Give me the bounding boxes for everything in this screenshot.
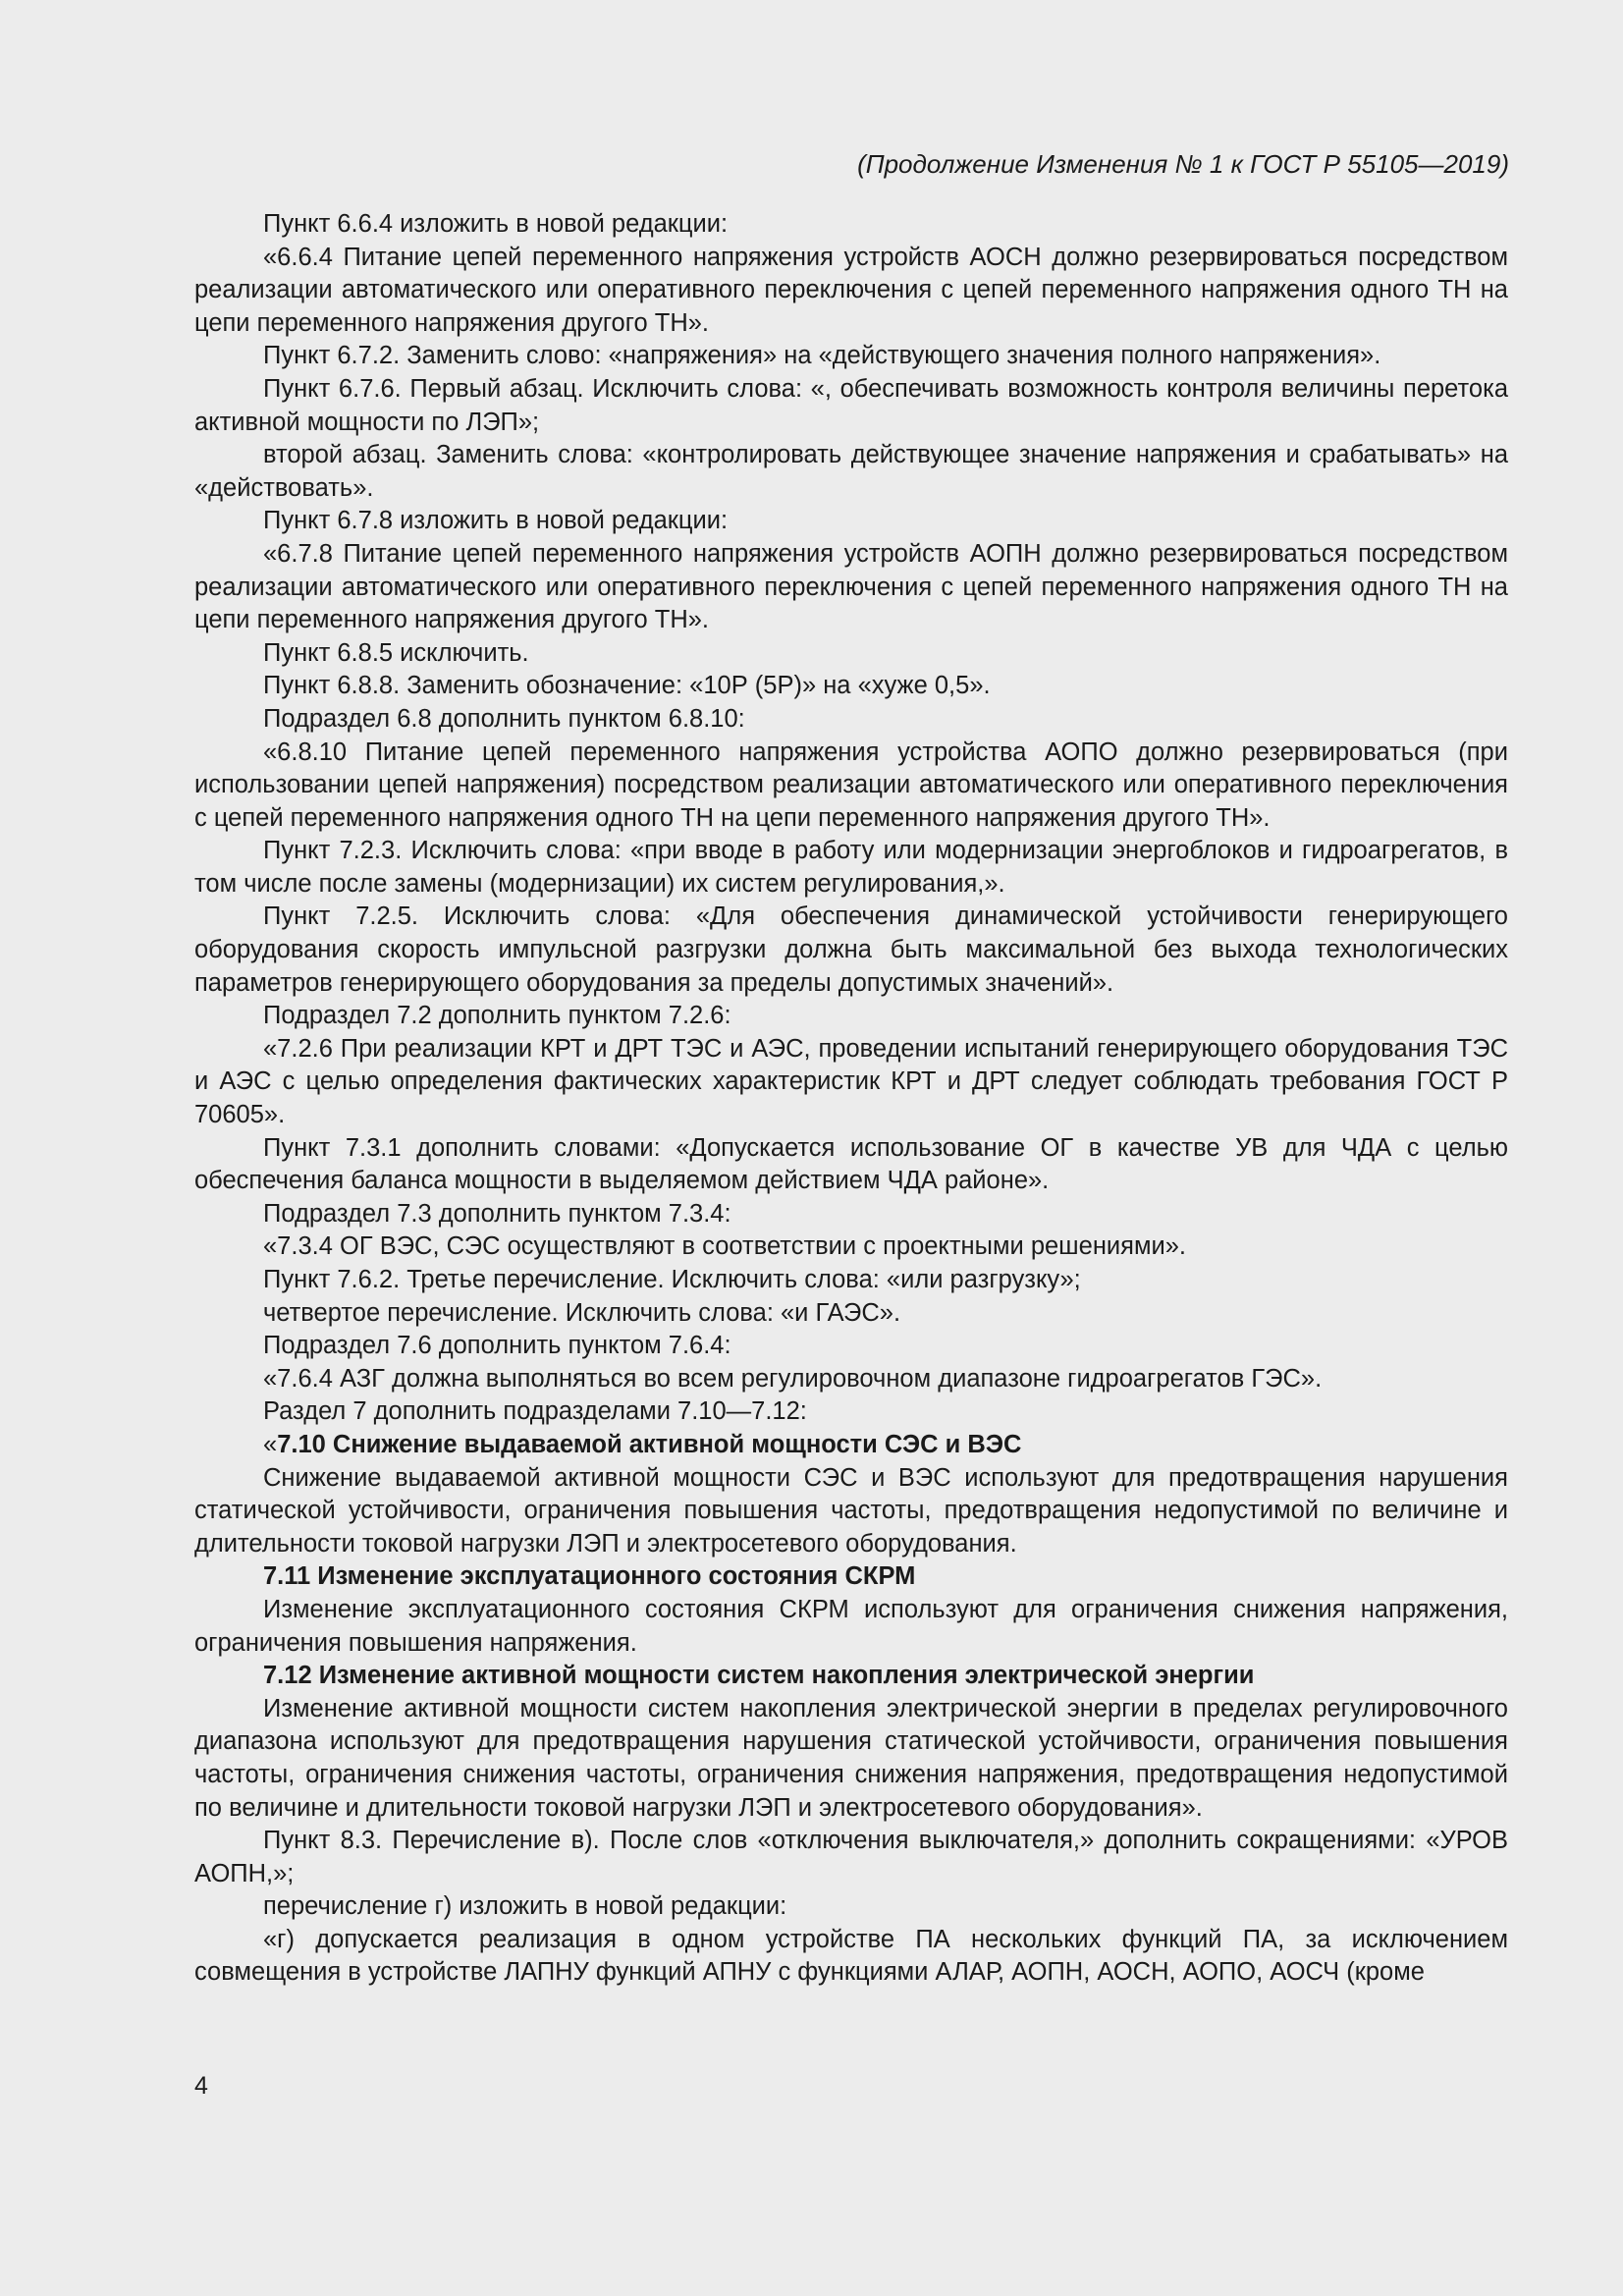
section-heading-7-10: [194, 1429, 1508, 1462]
paragraph: Изменение эксплуатационного состояния СКРМ используют для ограничения снижения напряжения, ограничения повышения напряжения.: [194, 1595, 1508, 1657]
section-heading-7-11: 7.11 Изменение эксплуатационного состояния СКРМ: [263, 1562, 916, 1591]
paragraph: Подраздел 7.3 дополнить пунктом 7.3.4:: [263, 1199, 731, 1228]
page-number: 4: [194, 2072, 208, 2100]
opening-quote: «: [263, 1430, 278, 1458]
paragraph: Пункт 6.7.6. Первый абзац. Исключить слова: «, обеспечивать возможность контроля величины перетока активной мощности по ЛЭП»;: [194, 374, 1508, 436]
paragraph: «7.2.6 При реализации КРТ и ДРТ ТЭС и АЭС, проведении испытаний генерирующего оборудования ТЭС и АЭС с целью определения фактических характеристик КРТ и ДРТ следует соблюдать требования ГОСТ Р 70605».: [194, 1034, 1508, 1129]
paragraph: «6.6.4 Питание цепей переменного напряжения устройств АОСН должно резервироваться посредством реализации автоматического или оперативного переключения с цепей переменного напряжения одного ТН на цепи переменного напряжения другого ТН».: [194, 243, 1508, 337]
paragraph: четвертое перечисление. Исключить слова: «и ГАЭС».: [263, 1298, 901, 1327]
paragraph: «6.7.8 Питание цепей переменного напряжения устройств АОПН должно резервироваться посредством реализации автоматического или оперативного переключения с цепей переменного напряжения одного ТН на цепи переменного напряжения другого ТН».: [194, 539, 1508, 634]
paragraph: Подраздел 6.8 дополнить пунктом 6.8.10:: [263, 704, 745, 733]
paragraph: Раздел 7 дополнить подразделами 7.10—7.12:: [263, 1397, 807, 1426]
paragraph: Подраздел 7.6 дополнить пунктом 7.6.4:: [263, 1332, 731, 1360]
paragraph: Пункт 6.8.8. Заменить обозначение: «10Р (5Р)» на «хуже 0,5».: [263, 672, 991, 700]
paragraph: «7.6.4 АЗГ должна выполняться во всем регулировочном диапазоне гидроагрегатов ГЭС».: [263, 1364, 1323, 1393]
paragraph: перечисление г) изложить в новой редакции:: [263, 1892, 787, 1921]
section-heading-7-12: 7.12 Изменение активной мощности систем накопления электрической энергии: [263, 1662, 1255, 1690]
paragraph: Пункт 7.2.5. Исключить слова: «Для обеспечения динамической устойчивости генерирующего оборудования скорость импульсной разгрузки должна быть максимальной без выхода технологических параметров генерирующего оборудования за пределы допустимых значений».: [194, 902, 1508, 997]
paragraph: Пункт 7.6.2. Третье перечисление. Исключить слова: «или разгрузку»;: [263, 1266, 1081, 1293]
paragraph: второй абзац. Заменить слова: «контролировать действующее значение напряжения и срабатывать» на «действовать».: [194, 441, 1508, 502]
paragraph: «г) допускается реализация в одном устройстве ПА нескольких функций ПА, за исключением совмещения в устройстве ЛАПНУ функций АПНУ с функциями АЛАР, АОПН, АОСН, АОПО, АОСЧ (кроме: [194, 1925, 1508, 1987]
paragraph: Пункт 7.3.1 дополнить словами: «Допускается использование ОГ в качестве УВ для ЧДА с целью обеспечения баланса мощности в выделяемом действием ЧДА районе».: [194, 1133, 1508, 1195]
paragraph: Пункт 8.3. Перечисление в). После слов «отключения выключателя,» дополнить сокращениями: «УРОВ АОПН,»;: [194, 1827, 1508, 1887]
running-header: (Продолжение Изменения № 1 к ГОСТ Р 55105—2019): [857, 149, 1509, 179]
paragraph: Пункт 6.8.5 исключить.: [263, 638, 529, 667]
paragraph: Изменение активной мощности систем накопления электрической энергии в пределах регулировочного диапазона используют для предотвращения нарушения статической устойчивости, ограничения повышения частоты, ограничения снижения частоты, ограничения снижения напряжения, предотвращения недопустимой по величине и длительности токовой нагрузки ЛЭП и электросетевого оборудования».: [194, 1694, 1508, 1822]
paragraph: «7.3.4 ОГ ВЭС, СЭС осуществляют в соответствии с проектными решениями».: [263, 1232, 1187, 1261]
document-body: [194, 208, 1508, 1990]
paragraph: Снижение выдаваемой активной мощности СЭС и ВЭС используют для предотвращения нарушения статической устойчивости, ограничения повышения частоты, предотвращения недопустимой по величине и длительности токовой нагрузки ЛЭП и электросетевого оборудования.: [194, 1463, 1508, 1558]
paragraph: Пункт 6.7.2. Заменить слово: «напряжения» на «действующего значения полного напряжения».: [263, 342, 1381, 370]
paragraph: Подраздел 7.2 дополнить пунктом 7.2.6:: [263, 1002, 731, 1030]
paragraph: Пункт 6.7.8 изложить в новой редакции:: [263, 507, 729, 535]
paragraph: Пункт 7.2.3. Исключить слова: «при вводе в работу или модернизации энергоблоков и гидроагрегатов, в том числе после замены (модернизации) их систем регулирования,».: [194, 837, 1508, 898]
section-heading-7-10-text: 7.10 Снижение выдаваемой активной мощности СЭС и ВЭС: [277, 1430, 1022, 1458]
paragraph: Пункт 6.6.4 изложить в новой редакции:: [263, 210, 729, 238]
paragraph: «6.8.10 Питание цепей переменного напряжения устройства АОПО должно резервироваться (при использовании цепей напряжения) посредством реализации автоматического или оперативного переключения с цепей переменного напряжения одного ТН на цепи переменного напряжения другого ТН».: [194, 738, 1508, 832]
